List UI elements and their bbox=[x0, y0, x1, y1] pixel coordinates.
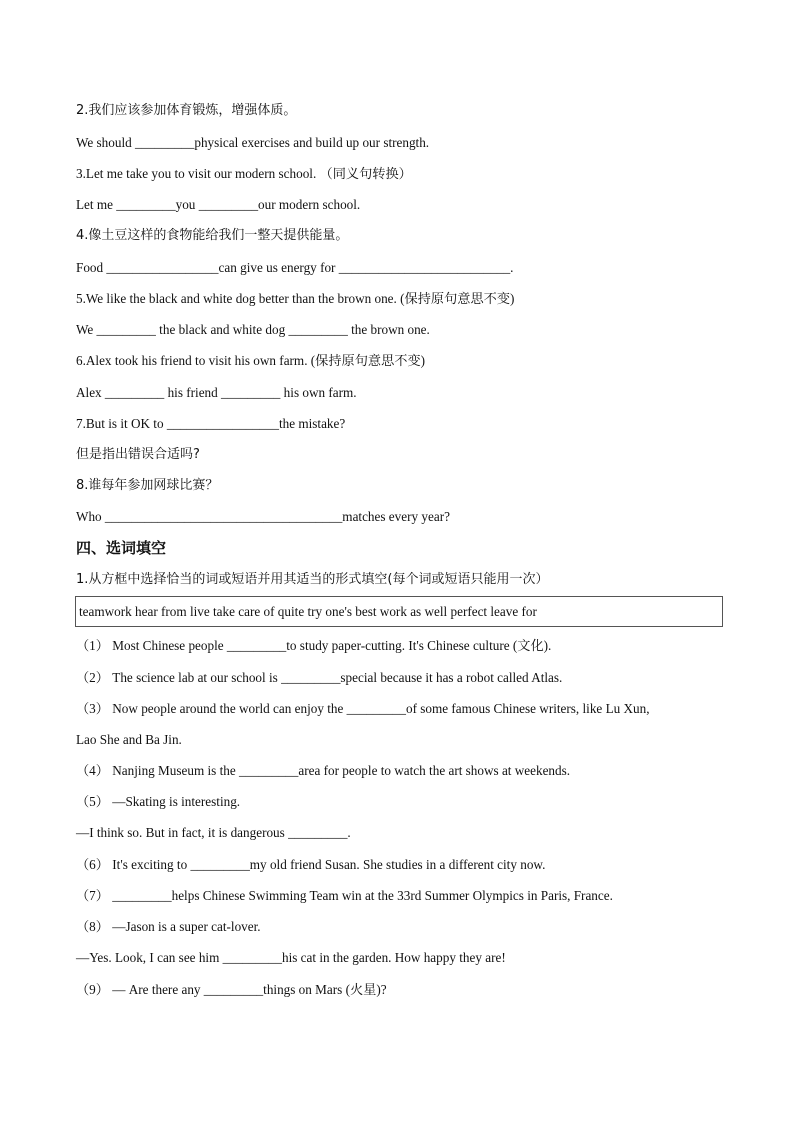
question-2-prompt: 2.我们应该参加体育锻炼，增强体质。 bbox=[76, 103, 297, 118]
item-8: （8） —Jason is a super cat-lover. bbox=[76, 919, 261, 934]
question-5-sentence: We _________ the black and white dog _________ the brown one. bbox=[76, 322, 430, 337]
item-9: （9） — Are there any _________things on Mars (火星)? bbox=[76, 982, 387, 997]
question-7-prompt: 但是指出错误合适吗? bbox=[76, 447, 200, 462]
item-5-reply: —I think so. But in fact, it is dangerous _________. bbox=[76, 825, 351, 840]
item-1: （1） Most Chinese people _________to study paper-cutting. It's Chinese culture (文化). bbox=[76, 638, 552, 653]
item-5: （5） —Skating is interesting. bbox=[76, 794, 241, 809]
section-instruction: 1.从方框中选择恰当的词或短语并用其适当的形式填空(每个词或短语只能用一次） bbox=[76, 572, 549, 587]
question-4-prompt: 4.像土豆这样的食物能给我们一整天提供能量。 bbox=[76, 228, 349, 243]
item-3-continued: Lao She and Ba Jin. bbox=[76, 732, 182, 747]
item-7: （7） _________helps Chinese Swimming Team win at the 33rd Summer Olympics in Paris, France. bbox=[76, 888, 613, 903]
word-box: teamwork hear from live take care of quite try one's best work as well perfect leave for bbox=[75, 596, 723, 627]
question-5-prompt: 5.We like the black and white dog better than the brown one. (保持原句意思不变) bbox=[76, 291, 515, 306]
question-3-prompt: 3.Let me take you to visit our modern school. （同义句转换） bbox=[76, 166, 412, 181]
question-8-prompt: 8.谁每年参加网球比赛？ bbox=[76, 478, 219, 493]
item-8-reply: —Yes. Look, I can see him _________his cat in the garden. How happy they are! bbox=[76, 950, 506, 965]
section-heading: 四、选词填空 bbox=[76, 539, 167, 557]
item-3: （3） Now people around the world can enjoy the _________of some famous Chinese writers, like Lu Xun, bbox=[76, 701, 650, 716]
question-8-sentence: Who ____________________________________matches every year? bbox=[76, 509, 450, 524]
question-4-sentence: Food _________________can give us energy for __________________________. bbox=[76, 260, 514, 275]
item-6: （6） It's exciting to _________my old friend Susan. She studies in a different city now. bbox=[76, 857, 546, 872]
item-2: （2） The science lab at our school is _________special because it has a robot called Atlas. bbox=[76, 670, 563, 685]
question-7-sentence: 7.But is it OK to _________________the mistake? bbox=[76, 416, 346, 431]
item-4: （4） Nanjing Museum is the _________area for people to watch the art shows at weekends. bbox=[76, 763, 571, 778]
question-2-sentence: We should _________physical exercises and build up our strength. bbox=[76, 135, 430, 150]
question-3-sentence: Let me _________you _________our modern school. bbox=[76, 197, 361, 212]
question-6-sentence: Alex _________ his friend _________ his own farm. bbox=[76, 385, 357, 400]
question-6-prompt: 6.Alex took his friend to visit his own farm. (保持原句意思不变) bbox=[76, 353, 426, 368]
